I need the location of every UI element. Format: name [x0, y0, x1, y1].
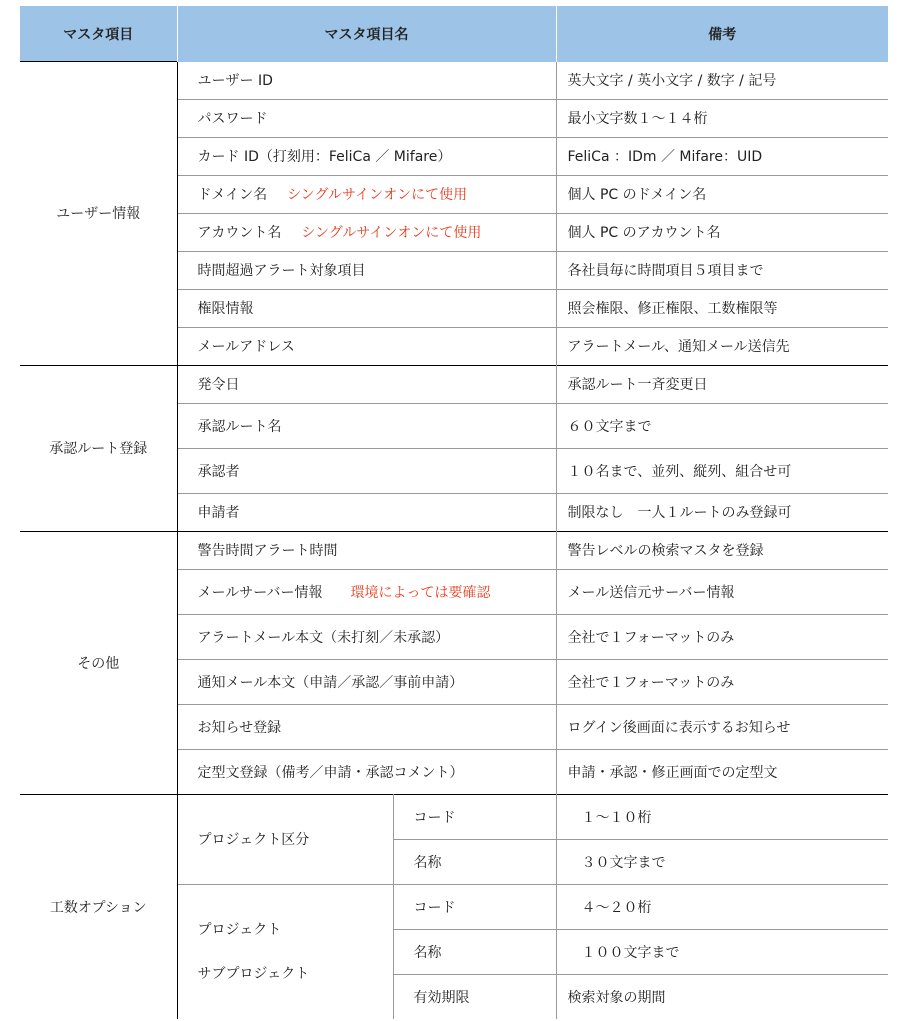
- field-name: コード: [393, 884, 556, 929]
- item-name: 権限情報: [177, 289, 556, 327]
- item-remark: 英大文字 / 英小文字 / 数字 / 記号: [556, 62, 888, 100]
- header-master-item: マスタ項目: [20, 6, 177, 62]
- item-name: メールアドレス: [177, 327, 556, 365]
- item-name: メールサーバー情報 環境によっては要確認: [177, 569, 556, 614]
- item-name: アラートメール本文（未打刻／未承認）: [177, 614, 556, 659]
- item-remark: 全社で１フォーマットのみ: [556, 614, 888, 659]
- subproject-name: プロジェクト サブプロジェクト: [177, 884, 393, 1019]
- item-remark: ６０文字まで: [556, 403, 888, 448]
- item-remark: 承認ルート一斉変更日: [556, 365, 888, 403]
- header-row: [20, 6, 888, 62]
- item-remark: 申請・承認・修正画面での定型文: [567, 764, 778, 781]
- header-master-item-name: マスタ項目名: [177, 6, 556, 62]
- item-name: ユーザー ID: [177, 62, 556, 100]
- item-remark: 制限なし 一人１ルートのみ登録可: [567, 505, 792, 521]
- item-note: シングルサインオンにて使用: [301, 225, 482, 241]
- table-row: [20, 794, 888, 839]
- category-user: ユーザー情報: [20, 62, 177, 366]
- item-name: 通知メール本文（申請／承認／事前申請）: [177, 659, 556, 704]
- table-row: [20, 531, 888, 569]
- item-remark: 照会権限、修正権限、工数権限等: [556, 289, 888, 327]
- item-remark: 個人 PC のドメイン名: [556, 175, 888, 213]
- field-name: コード: [393, 794, 556, 839]
- item-remark: 個人 PC のアカウント名: [556, 213, 888, 251]
- item-remark: ３０文字まで: [556, 839, 888, 884]
- item-name: 承認ルート名: [177, 403, 556, 448]
- item-note: 環境によっては要確認: [350, 584, 491, 601]
- item-name: 承認者: [177, 448, 556, 493]
- item-name: 定型文登録（備考／申請・承認コメント）: [177, 749, 556, 794]
- item-name: ドメイン名 シングルサインオンにて使用: [177, 175, 556, 213]
- item-remark: FeliCa ：IDm ／ Mifare：UID: [556, 137, 888, 175]
- item-remark: アラートメール、通知メール送信先: [567, 339, 790, 355]
- item-remark: 最小文字数１～１４桁: [556, 99, 888, 137]
- field-name: 有効期限: [393, 974, 556, 1019]
- item-name: 時間超過アラート対象項目: [177, 251, 556, 289]
- item-name: 申請者: [177, 493, 556, 531]
- item-remark: １０名まで、並列、縦列、組合せ可: [556, 448, 888, 493]
- item-remark: １～１０桁: [556, 794, 888, 839]
- master-table: [20, 6, 888, 1019]
- item-name: 発令日: [177, 365, 556, 403]
- field-name: 名称: [393, 839, 556, 884]
- item-name: パスワード: [177, 99, 556, 137]
- category-other: その他: [20, 531, 177, 794]
- item-name: カード ID（打刻用：FeliCa ／ Mifare）: [177, 137, 556, 175]
- table-row: [20, 62, 888, 100]
- item-remark: １００文字まで: [556, 929, 888, 974]
- item-remark: ログイン後画面に表示するお知らせ: [556, 704, 888, 749]
- item-name: アカウント名 シングルサインオンにて使用: [177, 213, 556, 251]
- table-row: [20, 365, 888, 403]
- category-option: 工数オプション: [20, 794, 177, 1019]
- field-name: 名称: [393, 929, 556, 974]
- item-remark: 警告レベルの検索マスタを登録: [556, 531, 888, 569]
- item-remark: 全社で１フォーマットのみ: [556, 659, 888, 704]
- item-remark: ４～２０桁: [556, 884, 888, 929]
- project-division-name: プロジェクト区分: [177, 794, 393, 884]
- item-remark: メール送信元サーバー情報: [556, 569, 888, 614]
- item-remark: 各社員毎に時間項目５項目まで: [556, 251, 888, 289]
- header-remarks: 備考: [556, 6, 888, 62]
- item-name: お知らせ登録: [177, 704, 556, 749]
- item-remark: 検索対象の期間: [567, 989, 666, 1006]
- item-note: シングルサインオンにて使用: [287, 187, 468, 203]
- category-approval: 承認ルート登録: [20, 365, 177, 531]
- item-name: 警告時間アラート時間: [177, 531, 556, 569]
